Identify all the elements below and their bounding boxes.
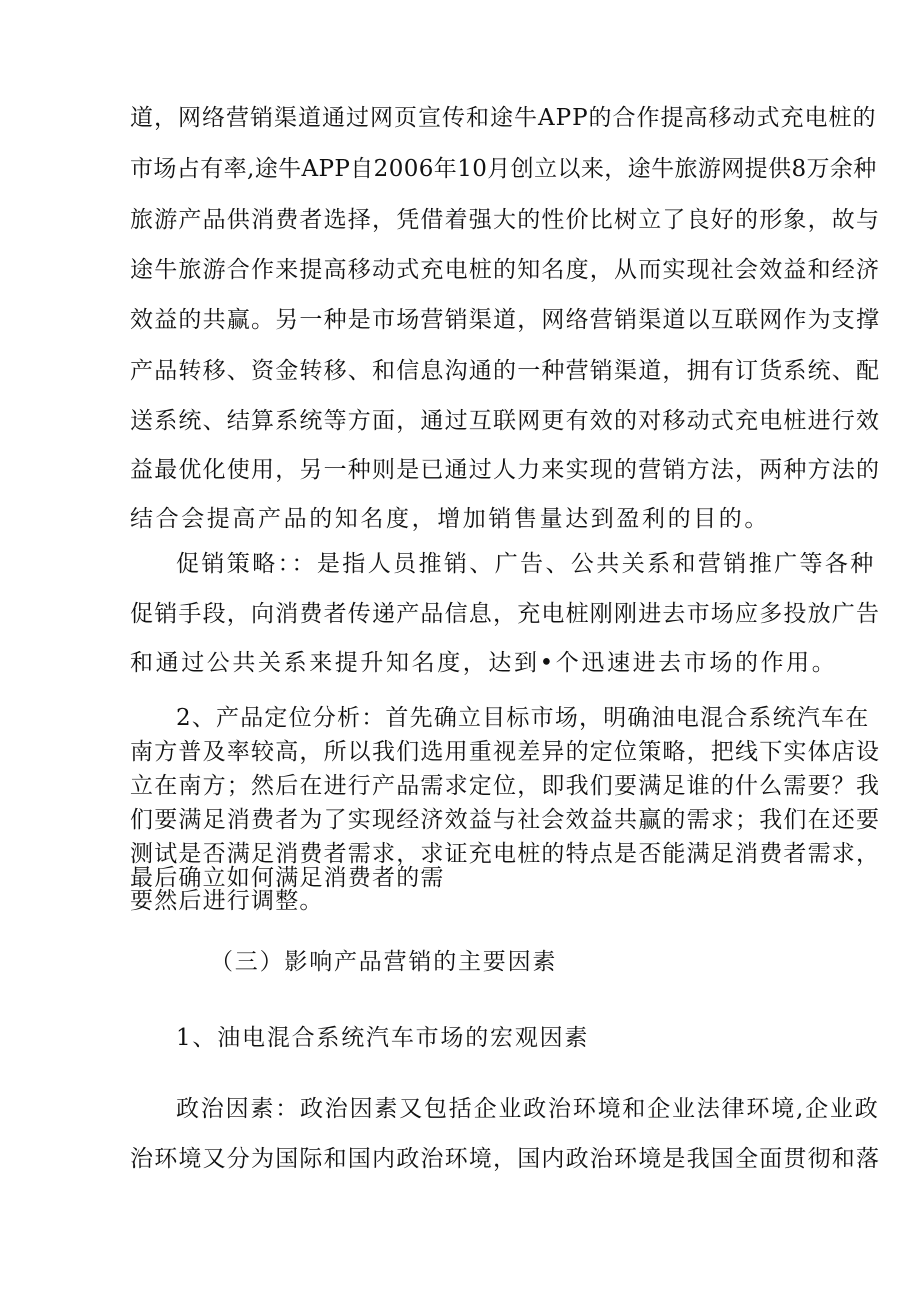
text-line: 促销策略：：是指人员推销、广告、公共关系和营销推广等各种 [176, 551, 876, 577]
text-line: 2、产品定位分析：首先确立目标市场，明确油电混合系统汽车在 [176, 705, 870, 731]
text-line: 测试是否满足消费者需求，求证充电桩的特点是否能满足消费者需求， [130, 841, 881, 867]
text-line: 最后确立如何满足消费者的需 [130, 865, 445, 891]
subsection-heading: 1、油电混合系统汽车市场的宏观因素 [176, 1025, 590, 1051]
text-line: 效益的共赢。另一种是市场营销渠道，网络营销渠道以互联网作为支撑 [130, 307, 881, 333]
text-line: 政治因素：政治因素又包括企业政治环境和企业法律环境,企业政 [176, 1096, 880, 1122]
text-line: 旅游产品供消费者选择，凭借着强大的性价比树立了良好的形象，故与 [130, 207, 881, 233]
text-line: 立在南方；然后在进行产品需求定位，即我们要满足谁的什么需要？我 [130, 773, 881, 799]
text-line: 途牛旅游合作来提高移动式充电桩的知名度，从而实现社会效益和经济 [130, 257, 881, 283]
text-line: 送系统、结算系统等方面，通过互联网更有效的对移动式充电桩进行效 [130, 408, 881, 434]
section-heading: （三）影响产品营销的主要因素 [210, 949, 558, 975]
text-line: 南方普及率较高，所以我们选用重视差异的定位策略，把线下实体店设 [130, 739, 881, 765]
text-line: 市场占有率,途牛APP自2006年10月创立以来，途牛旅游网提供8万余种 [130, 156, 877, 182]
text-line: 治环境又分为国际和国内政治环境，国内政治环境是我国全面贯彻和落 [130, 1146, 881, 1172]
text-line: 要然后进行调整。 [130, 888, 324, 914]
text-line: 们要满足消费者为了实现经济效益与社会效益共赢的需求；我们在还要 [130, 807, 881, 833]
text-line: 结合会提高产品的知名度，增加销售量达到盈利的目的。 [130, 506, 770, 532]
text-line: 和通过公共关系来提升知名度，达到•个迅速进去市场的作用。 [130, 650, 838, 676]
text-line: 产品转移、资金转移、和信息沟通的一种营销渠道，拥有订货系统、配 [130, 358, 881, 384]
text-line: 道，网络营销渠道通过网页宣传和途牛APP的合作提高移动式充电桩的 [130, 105, 877, 131]
text-line: 促销手段，向消费者传递产品信息，充电桩刚刚进去市场应多投放广告 [130, 601, 881, 627]
text-line: 益最优化使用，另一种则是已通过人力来实现的营销方法，两种方法的 [130, 457, 881, 483]
